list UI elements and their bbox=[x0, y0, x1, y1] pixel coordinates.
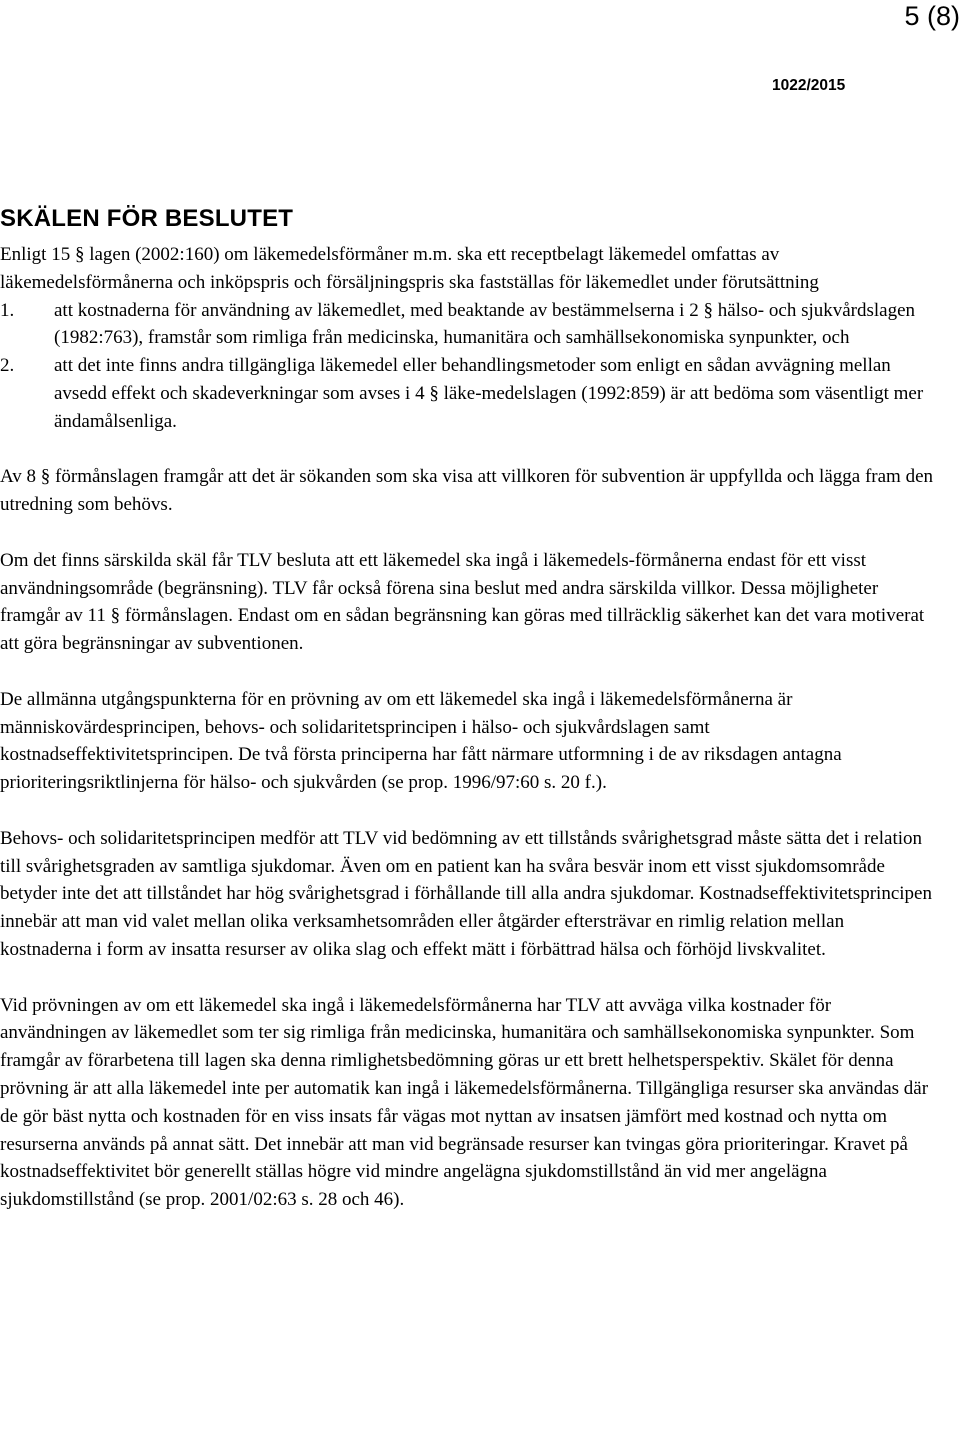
paragraph-spacer bbox=[0, 519, 935, 547]
paragraph-principles: De allmänna utgångspunkterna för en prövning av om ett läkemedel ska ingå i läkemedelsförmånerna är människovärdesprincipen, behovs- och solidaritetsprincipen i hälso- och sjukvårdslagen samt kostnadseffektivitetsprincipen. De två första principerna har fått närmare utformning i de av riksdagen antagna prioriteringsriktlinjerna för hälso- och sjukvården (se prop. 1996/97:60 s. 20 f.). bbox=[0, 688, 842, 794]
page-number: 5 (8) bbox=[904, 1, 960, 31]
document-number: 1022/2015 bbox=[772, 77, 846, 94]
condition-number: 2. bbox=[0, 355, 15, 377]
condition-text: att det inte finns andra tillgängliga läkemedel eller behandlingsmetoder som enligt en sådan avvägning mellan avsedd effekt och skadeverkningar som avses i 4 § läke-medelslagen (1992:859) är att bedöma som väsentligt mer ändamålsenliga. bbox=[54, 355, 924, 432]
paragraph-assessment: Vid prövningen av om ett läkemedel ska ingå i läkemedelsförmånerna har TLV att avväga vilka kostnader för användningen av läkemedlet som ter sig rimliga från medicinska, humanitära och samhällsekonomiska synpunkter. Som framgår av förarbetena till lagen ska denna rimlighetsbedömning göras ur ett brett helhetsperspektiv. Skälet för denna prövning är att alla läkemedel inte per automatik kan ingå i läkemedelsförmånerna. Tillgängliga resurser ska användas där de gör bäst nytta och kostnaden för en viss insats får vägas mot nyttan av insatsen jämfört med kostnad och nytta om resurserna används på annat sätt. Det innebär att man vid begränsade resurser kan tvingas göra prioriteringar. Kravet på kostnadseffektivitet bör generellt ställas högre vid mindre angelägna sjukdomstillstånd än vid mer angelägna sjukdomstillstånd (se prop. 2001/02:63 s. 28 och 46). bbox=[0, 994, 929, 1211]
paragraph-spacer bbox=[0, 964, 935, 992]
intro-paragraph: Enligt 15 § lagen (2002:160) om läkemedelsförmåner m.m. ska ett receptbelagt läkemedel omfattas av läkemedelsförmånerna och inköpspris och försäljningspris ska fastställas för läkemedlet under förutsättning bbox=[0, 244, 819, 293]
document-body bbox=[0, 241, 935, 1214]
paragraph-spacer bbox=[0, 658, 935, 686]
paragraph-spacer bbox=[0, 797, 935, 825]
condition-item-2 bbox=[0, 352, 935, 435]
condition-number: 1. bbox=[0, 299, 15, 321]
paragraph-applicant-burden: Av 8 § förmånslagen framgår att det är sökanden som ska visa att villkoren för subvention är uppfyllda och lägga fram den utredning som behövs. bbox=[0, 466, 934, 516]
section-heading: SKÄLEN FÖR BESLUTET bbox=[0, 205, 294, 232]
condition-item-1 bbox=[0, 297, 935, 353]
paragraph-restrictions: Om det finns särskilda skäl får TLV besluta att ett läkemedel ska ingå i läkemedels-förmånerna endast för ett visst användningsområde (begränsning). TLV får också förena sina beslut med andra särskilda villkor. Dessa möjligheter framgår av 11 § förmånslagen. Endast om en sådan begränsning kan göras med tillräcklig säkerhet kan det vara motiverat att göra begränsningar av subventionen. bbox=[0, 549, 925, 655]
condition-text: att kostnaderna för användning av läkemedlet, med beaktande av bestämmelserna i 2 § hälso- och sjukvårdslagen (1982:763), framstår som rimliga från medicinska, humanitära och samhällsekonomiska synpunkter, och bbox=[54, 299, 916, 349]
paragraph-spacer bbox=[0, 436, 935, 464]
paragraph-need-solidarity: Behovs- och solidaritetsprincipen medför att TLV vid bedömning av ett tillstånds svårighetsgrad måste sätta det i relation till svårighetsgraden av samtliga sjukdomar. Även om en patient kan ha svåra besvär inom ett visst sjukdomsområde betyder inte det att tillståndet har hög svårighetsgrad i förhållande till alla andra sjukdomar. Kostnadseffektivitetsprincipen innebär att man vid valet mellan olika verksamhetsområden eller åtgärder eftersträvar en rimlig relation mellan kostnaderna i form av insatta resurser av olika slag och effekt mätt i förbättrad hälsa och förhöjd livskvalitet. bbox=[0, 827, 932, 960]
